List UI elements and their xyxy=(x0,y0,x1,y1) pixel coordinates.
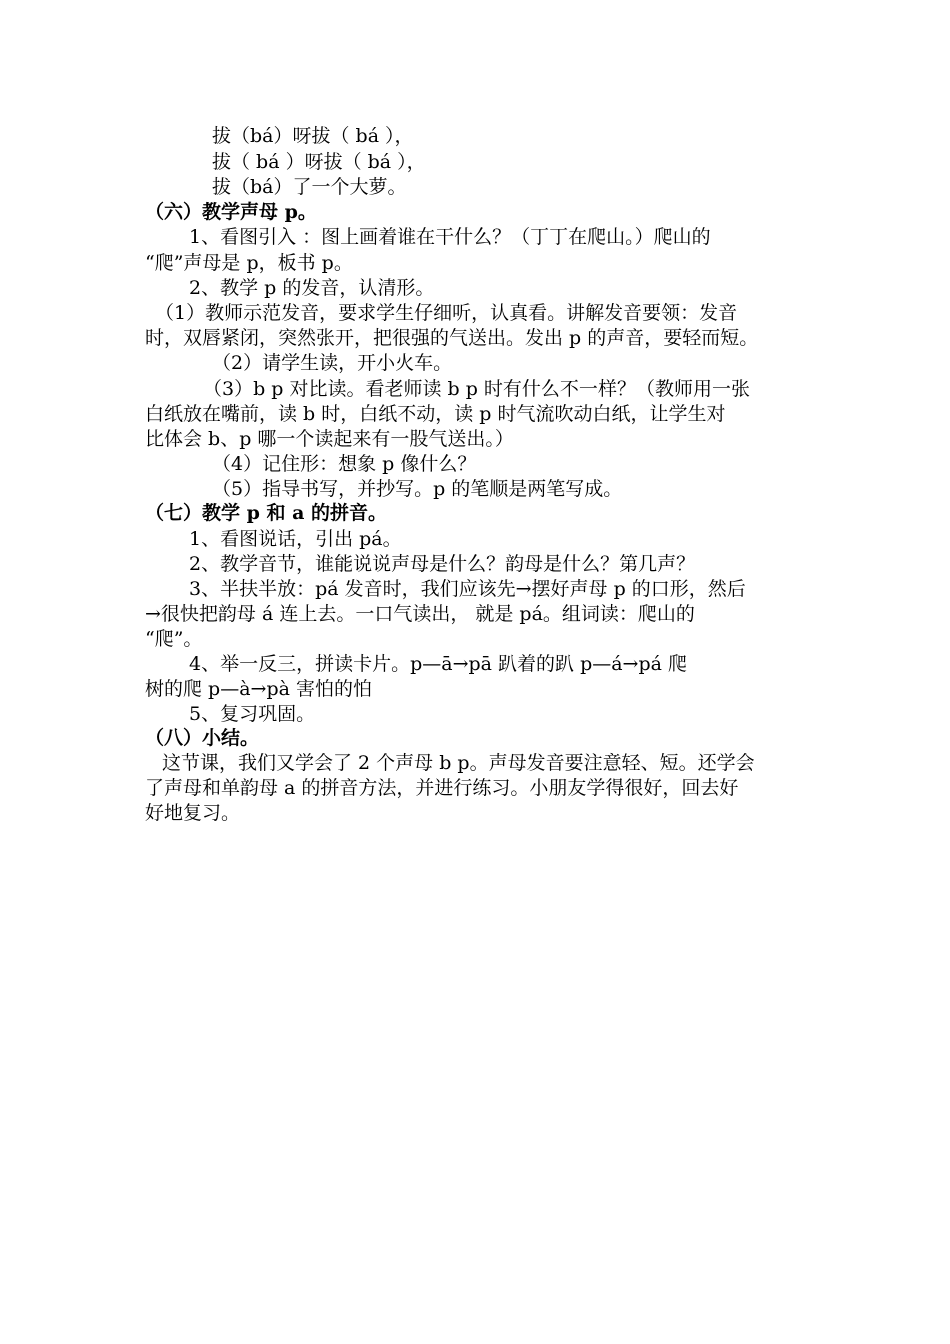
paragraph-line: 5、复习巩固。 xyxy=(189,703,316,725)
paragraph-line: （2）请学生读，开小火车。 xyxy=(212,352,453,374)
section-heading-7: （七）教学 p 和 a 的拼音。 xyxy=(145,502,388,524)
paragraph-line: 2、教学音节，谁能说说声母是什么？韵母是什么？第几声？ xyxy=(189,553,696,575)
paragraph-line: 树的爬 p—à→pà 害怕的怕 xyxy=(145,678,372,700)
paragraph-line: “爬”。 xyxy=(145,628,203,650)
paragraph-line: 时，双唇紧闭，突然张开，把很强的气送出。发出 p 的声音，要轻而短。 xyxy=(145,327,759,349)
paragraph-line: （4）记住形：想象 p 像什么？ xyxy=(212,453,477,475)
paragraph-line: （3）b p 对比读。看老师读 b p 时有什么不一样？（教师用一张 xyxy=(203,378,750,400)
verse-line-3: 拔（bá）了一个大萝。 xyxy=(212,176,407,198)
paragraph-line: “爬”声母是 p，板书 p。 xyxy=(145,252,353,274)
paragraph-line: 1、看图说话，引出 pá。 xyxy=(189,528,402,550)
paragraph-line: 1、看图引入 ：图上画着谁在干什么？（丁丁在爬山。）爬山的 xyxy=(189,226,711,248)
paragraph-line: 2、教学 p 的发音，认清形。 xyxy=(189,277,435,299)
paragraph-line: 3、半扶半放：pá 发音时，我们应该先→摆好声母 p 的口形，然后 xyxy=(189,578,746,600)
paragraph-line: 比体会 b、p 哪一个读起来有一股气送出。） xyxy=(145,428,514,450)
paragraph-line: 了声母和单韵母 a 的拼音方法，并进行练习。小朋友学得很好，回去好 xyxy=(145,777,739,799)
paragraph-line: 好地复习。 xyxy=(145,802,241,824)
paragraph-line: （1）教师示范发音，要求学生仔细听，认真看。讲解发音要领：发音 xyxy=(155,302,738,324)
paragraph-line: 这节课，我们又学会了 2 个声母 b p。声母发音要注意轻、短。还学会 xyxy=(162,752,755,774)
verse-line-2: 拔（ bá ）呀拔（ bá ）， xyxy=(212,151,426,173)
section-heading-6: （六）教学声母 p。 xyxy=(145,201,317,223)
paragraph-line: 4、举一反三，拼读卡片。p—ā→pā 趴着的趴 p—á→pá 爬 xyxy=(189,653,688,675)
paragraph-line: （5）指导书写，并抄写。p 的笔顺是两笔写成。 xyxy=(212,478,623,500)
section-heading-8: （八）小结。 xyxy=(145,727,260,749)
paragraph-line: →很快把韵母 á 连上去。一口气读出， 就是 pá。组词读：爬山的 xyxy=(145,603,695,625)
verse-line-1: 拔（bá）呀拔（ bá ）， xyxy=(212,125,414,147)
paragraph-line: 白纸放在嘴前，读 b 时，白纸不动，读 p 时气流吹动白纸，让学生对 xyxy=(145,403,726,425)
